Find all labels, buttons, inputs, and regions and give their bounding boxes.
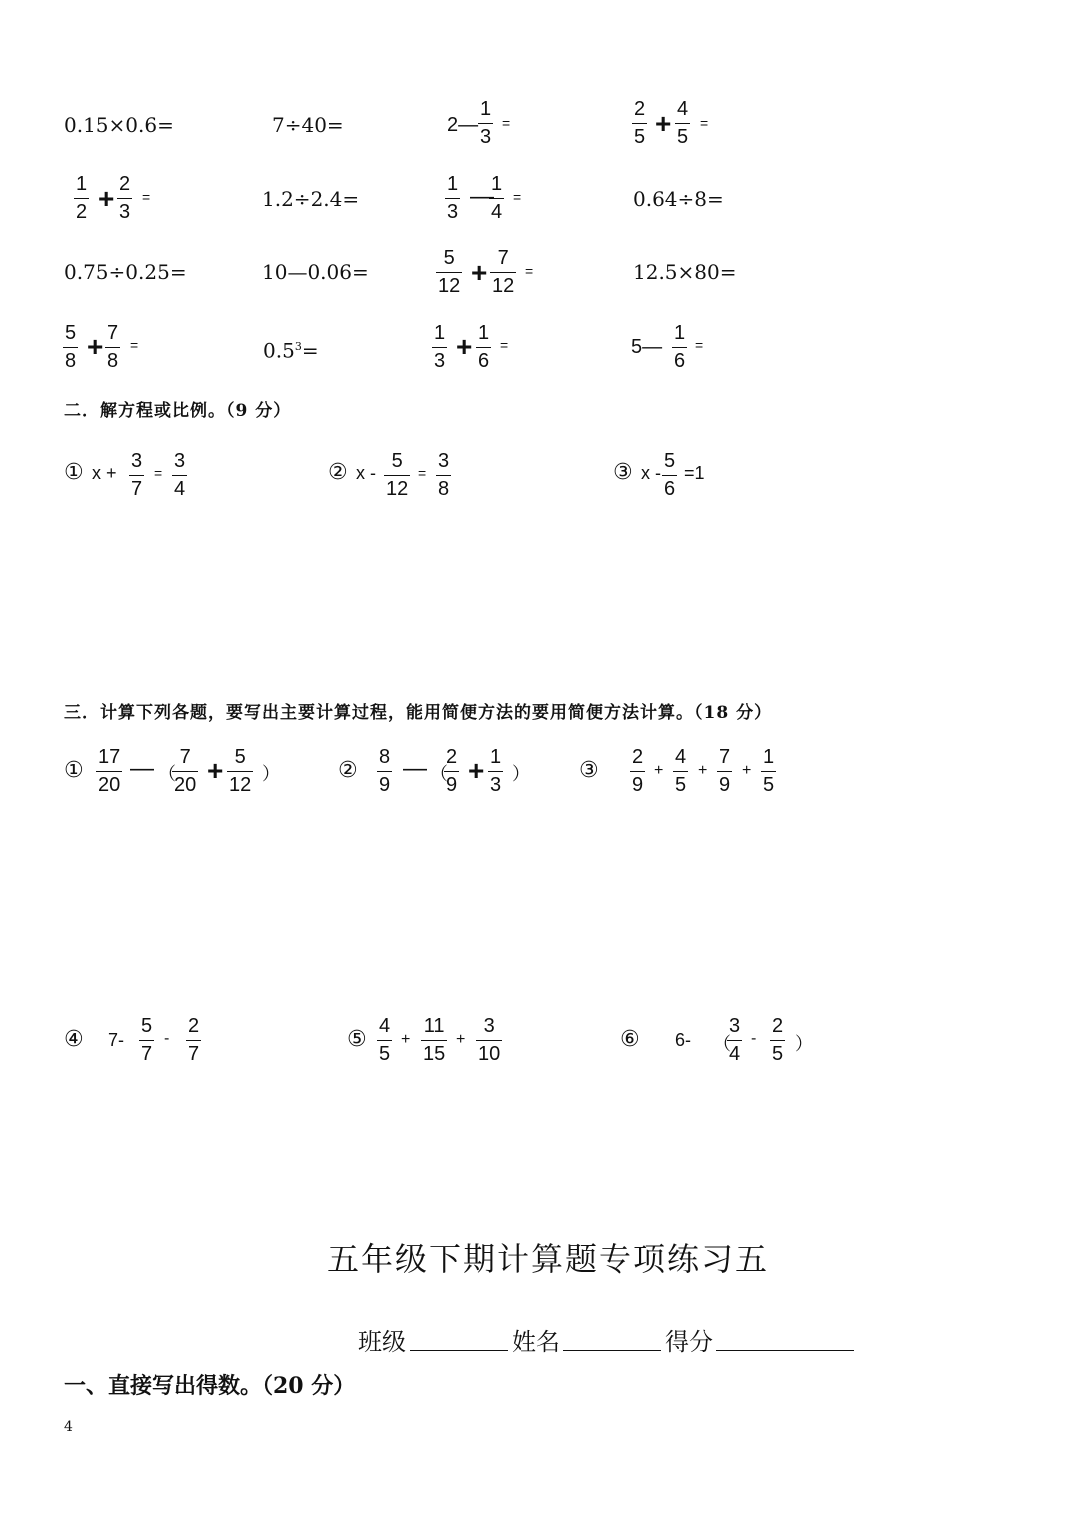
calc-1-2: 7÷40= bbox=[272, 113, 344, 137]
fraction: 7 9 bbox=[719, 746, 731, 796]
fraction: 1 3 bbox=[490, 746, 502, 796]
fraction: 2 9 bbox=[446, 746, 458, 796]
fraction: 11 15 bbox=[423, 1015, 446, 1065]
fraction: 1 5 bbox=[763, 746, 775, 796]
problem-5-mark: ⑤ bbox=[347, 1027, 367, 1052]
score-blank bbox=[716, 1350, 854, 1351]
plus-sign: + bbox=[468, 755, 485, 786]
fraction: 1 3 bbox=[434, 322, 446, 372]
equals: = bbox=[695, 337, 704, 353]
plus-sign: + bbox=[471, 257, 488, 288]
fraction: 8 9 bbox=[379, 746, 391, 796]
equation-3-mark: ③ bbox=[613, 460, 633, 485]
minus-sign: - bbox=[164, 1030, 170, 1047]
minus-sign: — bbox=[470, 183, 494, 210]
minus-sign: — bbox=[130, 755, 154, 782]
equals: = bbox=[130, 337, 139, 353]
plus-sign: + bbox=[698, 762, 708, 779]
problem-4-prefix: 7- bbox=[108, 1030, 125, 1050]
equals: = bbox=[525, 263, 534, 279]
fraction: 7 12 bbox=[492, 247, 515, 297]
name-label: 姓名 bbox=[512, 1328, 560, 1356]
fraction: 1 3 bbox=[447, 173, 459, 223]
equation-3-lhs: x - bbox=[641, 463, 661, 483]
plus-sign: + bbox=[98, 183, 115, 214]
right-paren: ） bbox=[795, 1034, 813, 1054]
fraction: 1 6 bbox=[478, 322, 490, 372]
score-label: 得分 bbox=[665, 1328, 713, 1356]
problem-6-prefix: 6- bbox=[675, 1030, 692, 1050]
fraction: 7 20 bbox=[174, 746, 197, 796]
name-blank bbox=[563, 1350, 661, 1351]
plus-sign: + bbox=[456, 331, 473, 362]
fraction: 1 3 bbox=[480, 98, 492, 148]
fraction: 1 2 bbox=[76, 173, 88, 223]
page-number: 4 bbox=[64, 1419, 73, 1435]
fraction: 3 8 bbox=[438, 450, 450, 500]
problem-1-mark: ① bbox=[64, 758, 84, 783]
fraction: 2 3 bbox=[119, 173, 131, 223]
section-2-heading: 二．解方程或比例。（9 分） bbox=[64, 401, 292, 421]
fraction: 5 12 bbox=[386, 450, 409, 500]
class-label: 班级 bbox=[358, 1328, 406, 1356]
plus-sign: + bbox=[87, 331, 104, 362]
class-blank bbox=[410, 1350, 508, 1351]
equation-2-mark: ② bbox=[328, 460, 348, 485]
section-3-heading: 三．计算下列各题，要写出主要计算过程，能用简便方法的要用简便方法计算。（18 分） bbox=[64, 703, 773, 723]
fraction: 2 7 bbox=[188, 1015, 200, 1065]
fraction: 3 7 bbox=[131, 450, 143, 500]
fraction: 5 8 bbox=[65, 322, 77, 372]
calc-4-2: $0.5^3=$ bbox=[263, 338, 319, 363]
fraction: 1 6 bbox=[674, 322, 686, 372]
fraction: 3 4 bbox=[729, 1015, 741, 1065]
fraction: 7 8 bbox=[107, 322, 119, 372]
fraction: 3 4 bbox=[174, 450, 186, 500]
equals: = bbox=[418, 465, 427, 481]
left-paren: （ bbox=[158, 764, 176, 784]
fraction: 2 5 bbox=[634, 98, 646, 148]
calc-2-2: 1.2÷2.4= bbox=[262, 187, 360, 211]
fraction: 5 12 bbox=[229, 746, 252, 796]
plus-sign: + bbox=[401, 1031, 411, 1048]
fraction: 4 5 bbox=[379, 1015, 391, 1065]
fraction: 2 9 bbox=[632, 746, 644, 796]
fraction: 1 4 bbox=[491, 173, 503, 223]
plus-sign: + bbox=[207, 755, 224, 786]
worksheet-title: 五年级下期计算题专项练习五 bbox=[327, 1240, 770, 1278]
fraction: 17 20 bbox=[98, 746, 121, 796]
minus-sign: — bbox=[403, 755, 427, 782]
calc-3-1: 0.75÷0.25= bbox=[64, 260, 187, 284]
plus-sign: + bbox=[655, 108, 672, 139]
equals: = bbox=[502, 115, 511, 131]
plus-sign: + bbox=[742, 762, 752, 779]
fraction: 5 7 bbox=[141, 1015, 153, 1065]
fraction: 3 10 bbox=[478, 1015, 501, 1065]
plus-sign: + bbox=[456, 1031, 466, 1048]
left-paren: （ bbox=[713, 1034, 731, 1054]
equals: = bbox=[700, 115, 709, 131]
plus-sign: + bbox=[654, 762, 664, 779]
fraction: 5 6 bbox=[664, 450, 676, 500]
left-paren: （ bbox=[430, 764, 448, 784]
problem-6-mark: ⑥ bbox=[620, 1027, 640, 1052]
fraction: 2 5 bbox=[772, 1015, 784, 1065]
minus-sign: - bbox=[751, 1030, 757, 1047]
fraction: 4 5 bbox=[675, 746, 687, 796]
problem-3-mark: ③ bbox=[579, 758, 599, 783]
calc-2-4: 0.64÷8= bbox=[633, 187, 724, 211]
equals: = bbox=[513, 189, 522, 205]
equation-1-mark: ① bbox=[64, 460, 84, 485]
calc-3-4: 12.5×80= bbox=[633, 260, 737, 284]
calc-3-2: 10—0.06= bbox=[262, 260, 369, 284]
fraction: 4 5 bbox=[677, 98, 689, 148]
equation-3-rhs: =1 bbox=[684, 463, 705, 483]
problem-2-mark: ② bbox=[338, 758, 358, 783]
equation-1-lhs: x + bbox=[92, 463, 117, 483]
calc-4-4-prefix: 5— bbox=[631, 336, 663, 358]
equation-2-lhs: x - bbox=[356, 463, 376, 483]
calc-1-3-prefix: 2— bbox=[447, 114, 479, 136]
calc-1-1: 0.15×0.6= bbox=[64, 113, 174, 137]
fraction: 5 12 bbox=[438, 247, 461, 297]
right-paren: ） bbox=[512, 764, 530, 784]
equals: = bbox=[500, 337, 509, 353]
problem-4-mark: ④ bbox=[64, 1027, 84, 1052]
right-paren: ） bbox=[262, 764, 280, 784]
equals: = bbox=[142, 189, 151, 205]
equals: = bbox=[154, 465, 163, 481]
next-section-heading: 一、直接写出得数。（20 分） bbox=[64, 1373, 356, 1399]
